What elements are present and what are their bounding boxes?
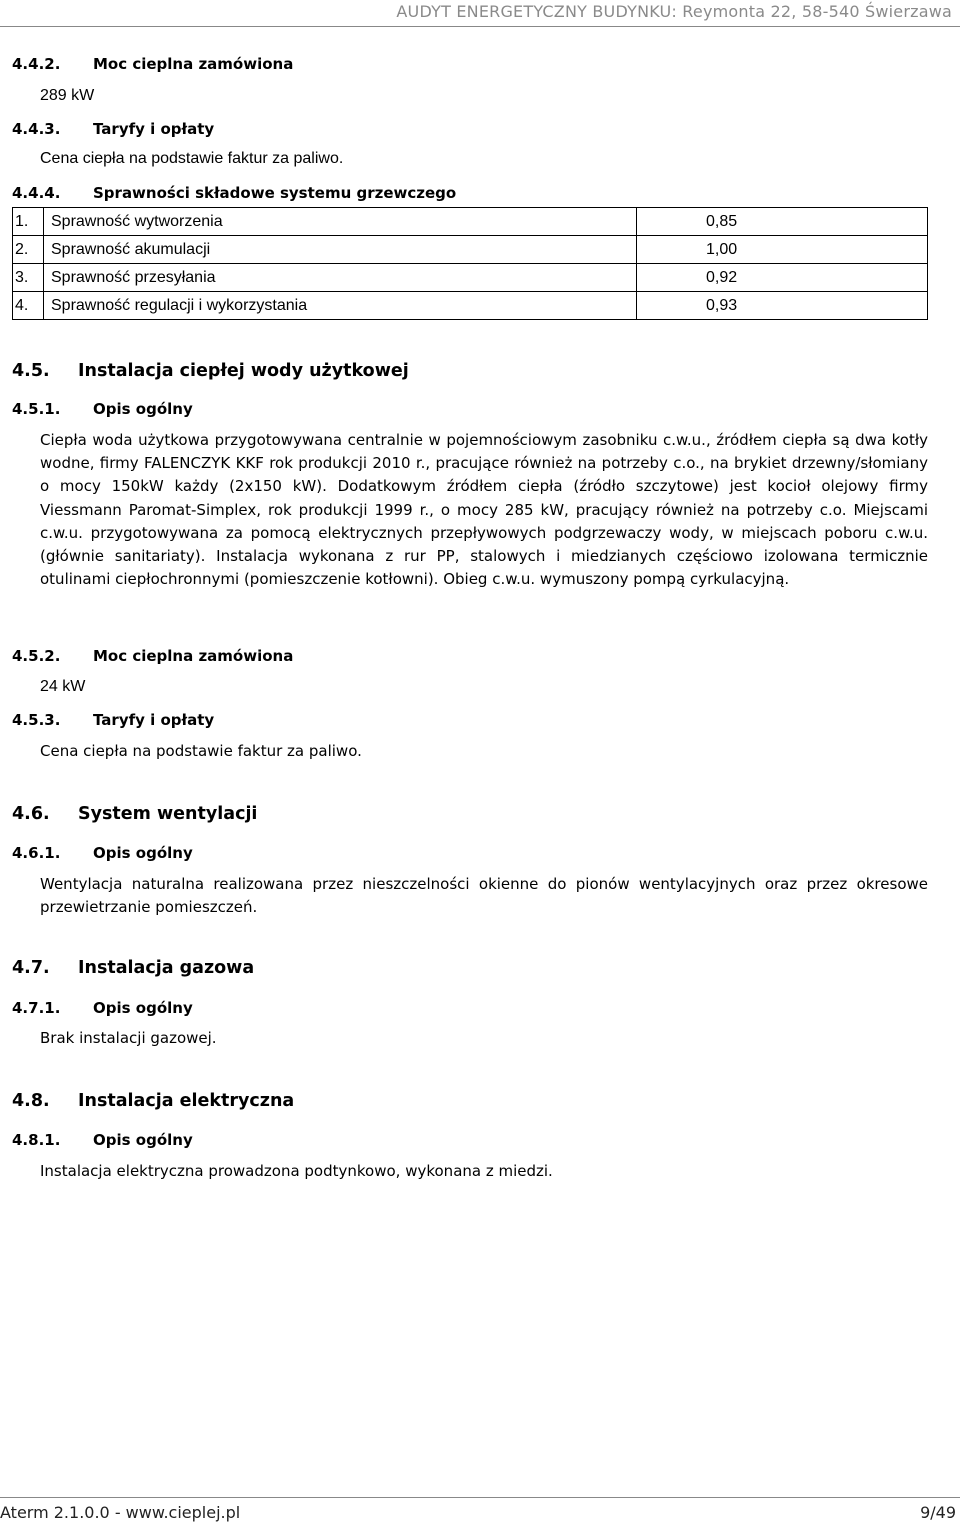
row-name: Sprawność przesyłania bbox=[44, 264, 637, 292]
heading-4-6-1 bbox=[12, 844, 712, 864]
row-number: 3. bbox=[13, 264, 44, 292]
dhw-description: Ciepła woda użytkowa przygotowywana centralnie w pojemnościowym zasobniku c.w.u., źródłem ciepła są dwa kotły wodne, firmy FALENCZYK KKF rok produkcji 2010 r., pracujące również na potrzeby c.o., na brykiet drzewny/słomiany o mocy 150kW każdy (2x150 kW). Dodatkowym źródłem ciepła (źródło szczytowe) jest kocioł olejowy firmy Viessmann Paromat-Simplex, rok produkcji 1999 r., o mocy 285 kW, pracujący również na potrzeby c.o. Miejscami c.w.u. przygotowywana za pomocą elektrycznych przepływowych podgrzewaczy wody, w miejscach poboru c.w.u. (głównie sanitariaty). Instalacja wykonana z rur PP, stalowych i miedzianych częściowo izolowana termicznie otulinami ciepłochronnymi (pomieszczenie kotłowni). Obieg c.w.u. wymuszony pompą cyrkulacyjną. bbox=[40, 431, 928, 589]
heading-title: Opis ogólny bbox=[93, 999, 193, 1017]
heading-title: Taryfy i opłaty bbox=[93, 711, 215, 729]
heading-4-5-2 bbox=[12, 647, 712, 667]
row-name: Sprawność akumulacji bbox=[44, 236, 637, 264]
heading-4-8 bbox=[12, 1091, 712, 1115]
heading-title: Moc cieplna zamówiona bbox=[93, 647, 294, 665]
heading-title: Taryfy i opłaty bbox=[93, 120, 215, 138]
footer-divider bbox=[0, 1497, 960, 1498]
heading-title: Instalacja elektryczna bbox=[78, 1091, 295, 1111]
heading-number: 4.5.3. bbox=[12, 711, 61, 729]
heading-number: 4.6. bbox=[12, 804, 50, 824]
footer-source: Aterm 2.1.0.0 - www.cieplej.pl bbox=[0, 1503, 241, 1522]
heading-title: Opis ogólny bbox=[93, 400, 193, 418]
row-number: 4. bbox=[13, 292, 44, 320]
heading-number: 4.5.1. bbox=[12, 400, 61, 418]
heading-4-6 bbox=[12, 804, 712, 828]
row-name: Sprawność regulacji i wykorzystania bbox=[44, 292, 637, 320]
heading-number: 4.7.1. bbox=[12, 999, 61, 1017]
table-row bbox=[13, 264, 928, 292]
row-value: 0,92 bbox=[637, 264, 928, 292]
row-value: 1,00 bbox=[637, 236, 928, 264]
heading-4-5-1 bbox=[12, 400, 712, 420]
heading-number: 4.6.1. bbox=[12, 844, 61, 862]
heading-title: Opis ogólny bbox=[93, 844, 193, 862]
heading-number: 4.4.4. bbox=[12, 184, 61, 202]
heading-title: Moc cieplna zamówiona bbox=[93, 55, 294, 73]
row-value: 0,85 bbox=[637, 208, 928, 236]
heading-4-5-3 bbox=[12, 711, 712, 731]
heading-number: 4.8.1. bbox=[12, 1131, 61, 1149]
heading-number: 4.5. bbox=[12, 361, 50, 381]
header-divider bbox=[0, 26, 960, 27]
heading-number: 4.8. bbox=[12, 1091, 50, 1111]
page-header: AUDYT ENERGETYCZNY BUDYNKU: Reymonta 22, 58-540 Świerzawa bbox=[396, 2, 952, 21]
tariff-text: Cena ciepła na podstawie faktur za paliwo. bbox=[40, 150, 344, 167]
heading-number: 4.7. bbox=[12, 958, 50, 978]
heading-4-4-3 bbox=[12, 120, 712, 140]
heading-title: Sprawności składowe systemu grzewczego bbox=[93, 184, 457, 202]
ventilation-description: Wentylacja naturalna realizowana przez nieszczelności okienne do pionów wentylacyjnych oraz przez okresowe przewietrzanie pomieszczeń. bbox=[40, 875, 928, 917]
heading-number: 4.5.2. bbox=[12, 647, 61, 665]
ordered-power-value: 289 kW bbox=[40, 87, 95, 104]
heading-4-4-4 bbox=[12, 184, 712, 204]
heading-4-5 bbox=[12, 361, 712, 385]
row-number: 1. bbox=[13, 208, 44, 236]
page-number: 9/49 bbox=[920, 1503, 956, 1522]
heading-number: 4.4.2. bbox=[12, 55, 61, 73]
row-value: 0,93 bbox=[637, 292, 928, 320]
heading-title: Opis ogólny bbox=[93, 1131, 193, 1149]
table-row bbox=[13, 208, 928, 236]
electrical-description: Instalacja elektryczna prowadzona podtynkowo, wykonana z miedzi. bbox=[40, 1162, 553, 1180]
row-number: 2. bbox=[13, 236, 44, 264]
dhw-power-value: 24 kW bbox=[40, 678, 86, 695]
heading-title: System wentylacji bbox=[78, 804, 258, 824]
table-row bbox=[13, 292, 928, 320]
heading-4-7-1 bbox=[12, 999, 712, 1019]
row-name: Sprawność wytworzenia bbox=[44, 208, 637, 236]
heading-4-7 bbox=[12, 958, 712, 982]
efficiency-table bbox=[12, 207, 928, 320]
heading-number: 4.4.3. bbox=[12, 120, 61, 138]
heading-title: Instalacja ciepłej wody użytkowej bbox=[78, 361, 409, 381]
heading-title: Instalacja gazowa bbox=[78, 958, 255, 978]
heading-4-8-1 bbox=[12, 1131, 712, 1151]
dhw-tariff-text: Cena ciepła na podstawie faktur za paliwo. bbox=[40, 742, 362, 760]
heading-4-4-2 bbox=[12, 55, 712, 75]
gas-description: Brak instalacji gazowej. bbox=[40, 1029, 217, 1047]
table-row bbox=[13, 236, 928, 264]
